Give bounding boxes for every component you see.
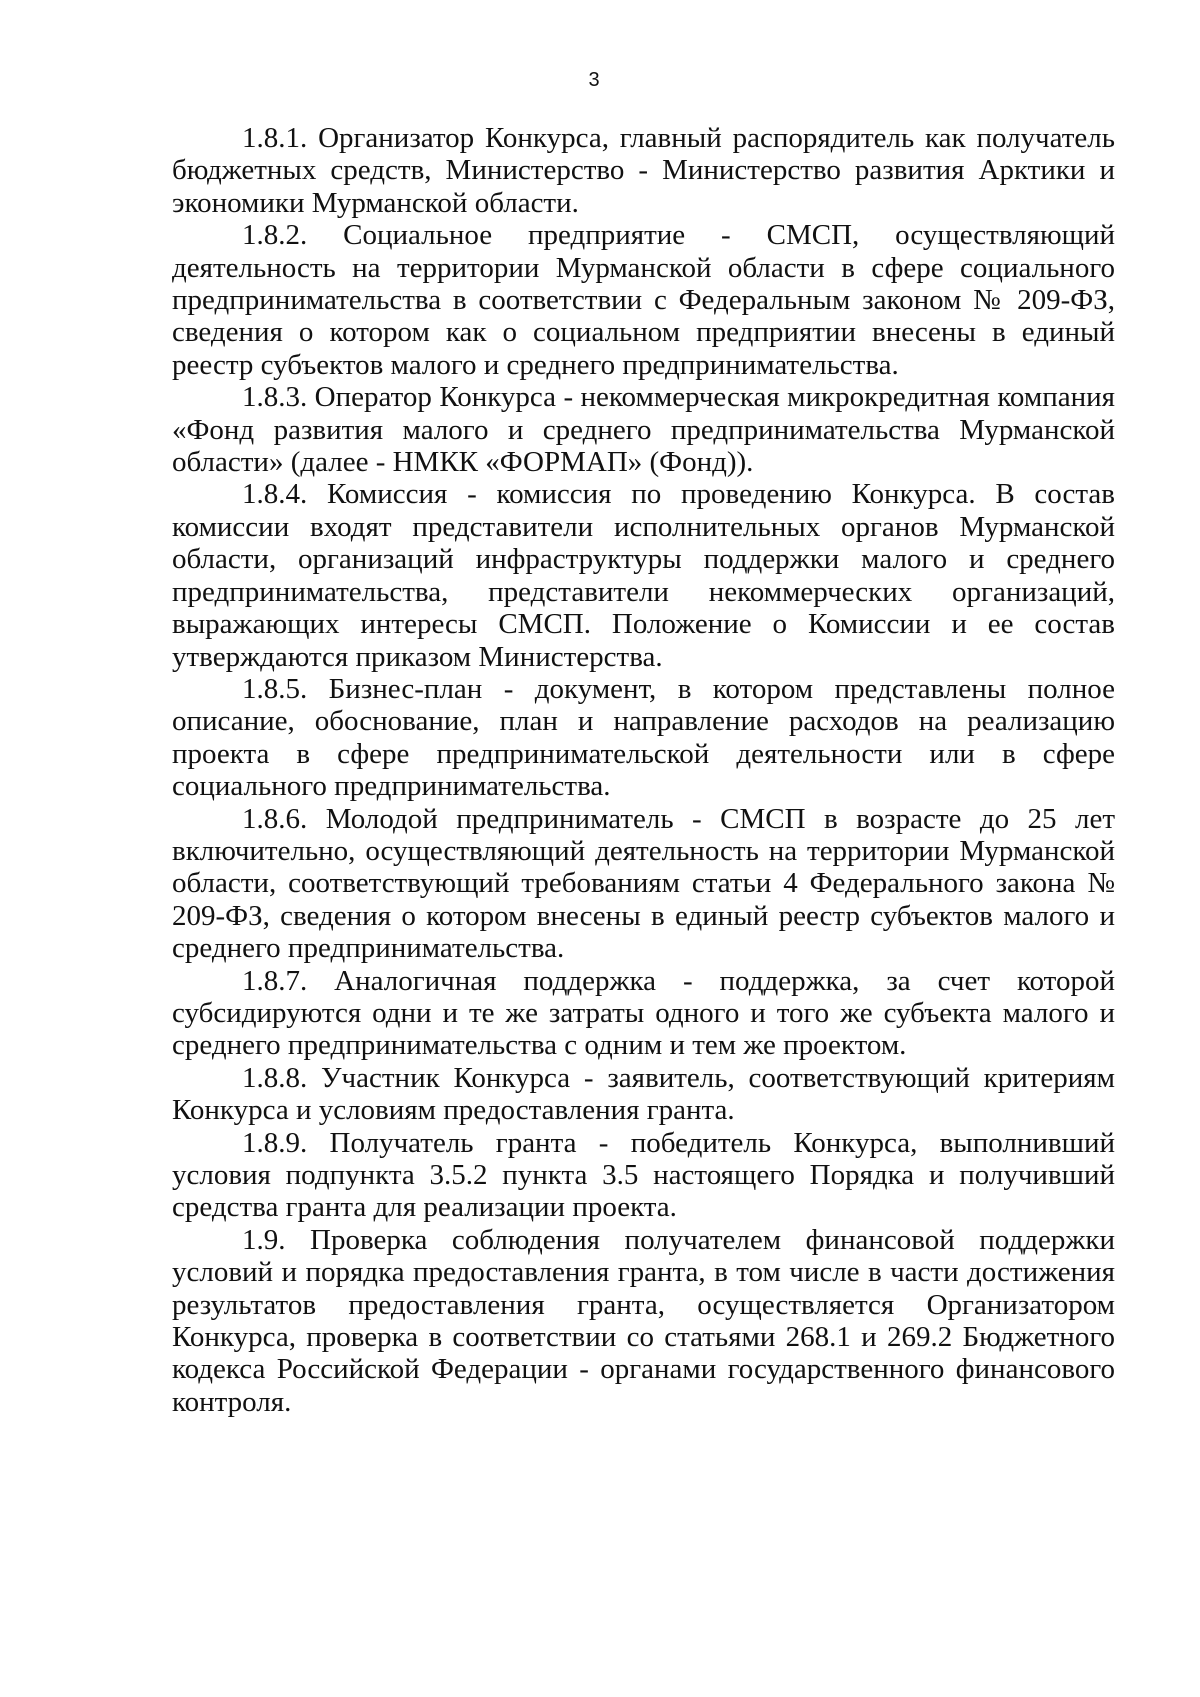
paragraph-1-8-2: 1.8.2. Социальное предприятие - СМСП, осуществляющий деятельность на территории Мурманской области в сфере социального предпринимательства в соответствии с Федеральным законом № 209-ФЗ, сведения о котором как о социальном предприятии внесены в единый реестр субъектов малого и среднего предпринимательства.: [172, 219, 1115, 381]
paragraph-1-8-4: 1.8.4. Комиссия - комиссия по проведению Конкурса. В состав комиссии входят представители исполнительных органов Мурманской области, организаций инфраструктуры поддержки малого и среднего предпринимательства, представители некоммерческих организаций, выражающих интересы СМСП. Положение о Комиссии и ее состав утверждаются приказом Министерства.: [172, 478, 1115, 673]
paragraph-1-8-5: 1.8.5. Бизнес-план - документ, в котором представлены полное описание, обоснование, план и направление расходов на реализацию проекта в сфере предпринимательской деятельности или в сфере социального предпринимательства.: [172, 672, 1115, 803]
paragraph-1-8-6: 1.8.6. Молодой предприниматель - СМСП в возрасте до 25 лет включительно, осуществляющий деятельность на территории Мурманской области, соответствующий требованиям статьи 4 Федерального закона № 209-ФЗ, сведения о котором внесены в единый реестр субъектов малого и среднего предпринимательства.: [172, 802, 1115, 965]
paragraph-1-8-8: 1.8.8. Участник Конкурса - заявитель, соответствующий критериям Конкурса и условиям предоставления гранта.: [172, 1061, 1115, 1127]
paragraph-1-8-7: 1.8.7. Аналогичная поддержка - поддержка, за счет которой субсидируются одни и те же затраты одного и того же субъекта малого и среднего предпринимательства с одним и тем же проектом.: [172, 964, 1115, 1062]
paragraph-1-9: 1.9. Проверка соблюдения получателем финансовой поддержки условий и порядка предоставления гранта, в том числе в части достижения результатов предоставления гранта, осуществляется Организатором Конкурса, проверка в соответствии со статьями 268.1 и 269.2 Бюджетного кодекса Российской Федерации - органами государственного финансового контроля.: [172, 1223, 1115, 1418]
page-number: 3: [588, 69, 600, 91]
paragraph-1-8-9: 1.8.9. Получатель гранта - победитель Конкурса, выполнивший условия подпункта 3.5.2 пункта 3.5 настоящего Порядка и получивший средства гранта для реализации проекта.: [172, 1126, 1115, 1224]
paragraph-1-8-3: 1.8.3. Оператор Конкурса - некоммерческая микрокредитная компания «Фонд развития малого и среднего предпринимательства Мурманской области» (далее - НМКК «ФОРМАП» (Фонд)).: [172, 381, 1115, 479]
paragraph-1-8-1: 1.8.1. Организатор Конкурса, главный распорядитель как получатель бюджетных средств, Министерство - Министерство развития Арктики и экономики Мурманской области.: [172, 122, 1115, 219]
document-body: [172, 122, 1115, 1418]
